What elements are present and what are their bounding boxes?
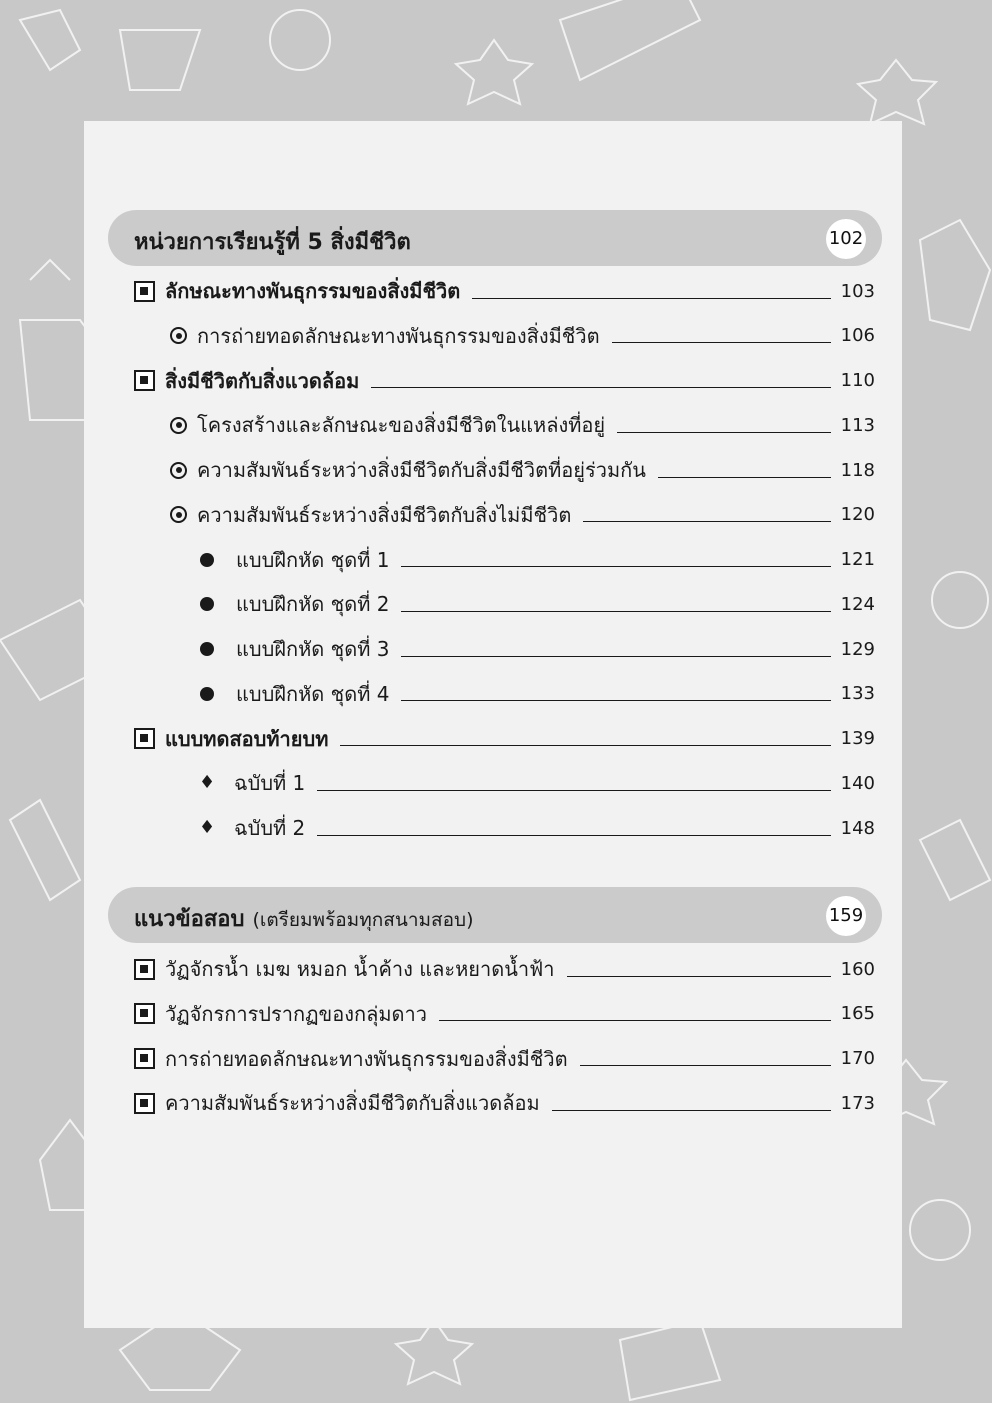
toc-entry[interactable] [0, 410, 875, 440]
section-title: แนวข้อสอบ (เตรียมพร้อมทุกสนามสอบ) [134, 907, 474, 932]
leader-line [371, 373, 831, 388]
leader-line [617, 418, 831, 433]
toc-entry-label: แบบฝึกหัด ชุดที่ 1 [236, 547, 390, 572]
dot-bullet-icon [200, 687, 214, 701]
dot-bullet-icon [200, 597, 214, 611]
toc-entry-label: โครงสร้างและลักษณะของสิ่งมีชีวิตในแหล่งที่อยู่ [197, 413, 606, 438]
diamond-bullet-icon: ♦ [198, 817, 216, 838]
toc-entry[interactable] [0, 679, 875, 709]
section-title: หน่วยการเรียนรู้ที่ 5 สิ่งมีชีวิต [134, 230, 411, 255]
section-page-number: 102 [826, 219, 866, 259]
toc-entry-label: ความสัมพันธ์ระหว่างสิ่งมีชีวิตกับสิ่งมีชีวิตที่อยู่ร่วมกัน [197, 458, 646, 482]
toc-entry-page: 148 [840, 817, 875, 839]
toc-entry-label: สิ่งมีชีวิตกับสิ่งแวดล้อม [165, 368, 360, 393]
toc-entry-label: ฉบับที่ 1 [234, 771, 306, 796]
toc-entry-label: แบบฝึกหัด ชุดที่ 2 [236, 592, 390, 617]
leader-line [317, 821, 831, 836]
toc-entry-page: 170 [840, 1048, 875, 1069]
leader-line [583, 507, 831, 522]
toc-entry-page: 110 [840, 370, 875, 391]
toc-entry-page: 124 [840, 593, 875, 615]
ring-bullet-icon [170, 417, 187, 434]
toc-entry[interactable] [0, 1088, 875, 1118]
toc-entry[interactable] [0, 954, 875, 984]
ring-bullet-icon [170, 327, 187, 344]
toc-entry[interactable] [0, 724, 875, 754]
toc-entry[interactable] [0, 1044, 875, 1074]
toc-entry-label: การถ่ายทอดลักษณะทางพันธุกรรมของสิ่งมีชีวิต [165, 1046, 568, 1071]
square-bullet-icon [134, 1093, 155, 1114]
unit-5-header [108, 210, 882, 266]
toc-entry-label: ความสัมพันธ์ระหว่างสิ่งมีชีวิตกับสิ่งไม่มีชีวิต [197, 502, 572, 527]
square-bullet-icon [134, 370, 155, 391]
leader-line [401, 642, 831, 657]
leader-line [580, 1051, 831, 1066]
toc-entry-page: 118 [840, 459, 875, 481]
toc-entry[interactable] [0, 366, 875, 396]
leader-line [472, 284, 831, 299]
section-page-number: 159 [826, 896, 866, 936]
leader-line [401, 686, 831, 701]
toc-entry-page: 139 [840, 728, 875, 749]
exam-guide-header [108, 887, 882, 943]
leader-line [340, 731, 831, 746]
toc-entry-page: 121 [840, 549, 875, 570]
toc-entry-page: 173 [840, 1092, 875, 1114]
toc-entry-label: ลักษณะทางพันธุกรรมของสิ่งมีชีวิต [165, 279, 461, 303]
leader-line [567, 962, 832, 977]
square-bullet-icon [134, 281, 155, 302]
toc-entry-label: แบบทดสอบท้ายบท [165, 726, 329, 751]
toc-entry[interactable] [0, 768, 875, 798]
toc-entry-page: 140 [840, 772, 875, 794]
toc-entry[interactable] [0, 634, 875, 664]
leader-line [439, 1006, 831, 1021]
toc-entry[interactable] [0, 500, 875, 530]
toc-entry-label: แบบฝึกหัด ชุดที่ 3 [236, 637, 390, 661]
square-bullet-icon [134, 1003, 155, 1024]
dot-bullet-icon [200, 642, 214, 656]
square-bullet-icon [134, 959, 155, 980]
toc-entry[interactable] [0, 455, 875, 485]
toc-entry-label: วัฏจักรน้ำ เมฆ หมอก น้ำค้าง และหยาดน้ำฟ้า [165, 957, 555, 981]
toc-entry-page: 165 [840, 1003, 875, 1025]
leader-line [552, 1096, 831, 1111]
leader-line [612, 328, 831, 343]
toc-entry[interactable] [0, 589, 875, 619]
toc-entry-page: 106 [840, 325, 875, 347]
leader-line [401, 552, 831, 567]
leader-line [658, 463, 831, 478]
dot-bullet-icon [200, 553, 214, 567]
toc-entry-page: 133 [840, 683, 875, 705]
toc-entry-label: วัฏจักรการปรากฏของกลุ่มดาว [165, 1001, 427, 1026]
toc-entry-page: 113 [840, 414, 875, 436]
toc-entry-label: แบบฝึกหัด ชุดที่ 4 [236, 681, 390, 706]
ring-bullet-icon [170, 506, 187, 523]
leader-line [317, 776, 831, 791]
toc-entry-label: การถ่ายทอดลักษณะทางพันธุกรรมของสิ่งมีชีวิต [197, 323, 600, 348]
toc-entry-label: ฉบับที่ 2 [234, 816, 306, 840]
toc-entry[interactable] [0, 321, 875, 351]
toc-entry-page: 120 [840, 504, 875, 526]
toc-entry-page: 160 [840, 958, 875, 980]
toc-entry[interactable] [0, 276, 875, 306]
leader-line [401, 597, 831, 612]
toc-entry[interactable] [0, 999, 875, 1029]
ring-bullet-icon [170, 462, 187, 479]
square-bullet-icon [134, 728, 155, 749]
toc-entry-page: 103 [840, 280, 875, 302]
square-bullet-icon [134, 1048, 155, 1069]
toc-entry-page: 129 [840, 638, 875, 660]
toc-entry-label: ความสัมพันธ์ระหว่างสิ่งมีชีวิตกับสิ่งแวดล้อม [165, 1091, 540, 1116]
toc-entry[interactable] [0, 813, 875, 843]
diamond-bullet-icon: ♦ [198, 772, 216, 794]
toc-entry[interactable] [0, 545, 875, 575]
